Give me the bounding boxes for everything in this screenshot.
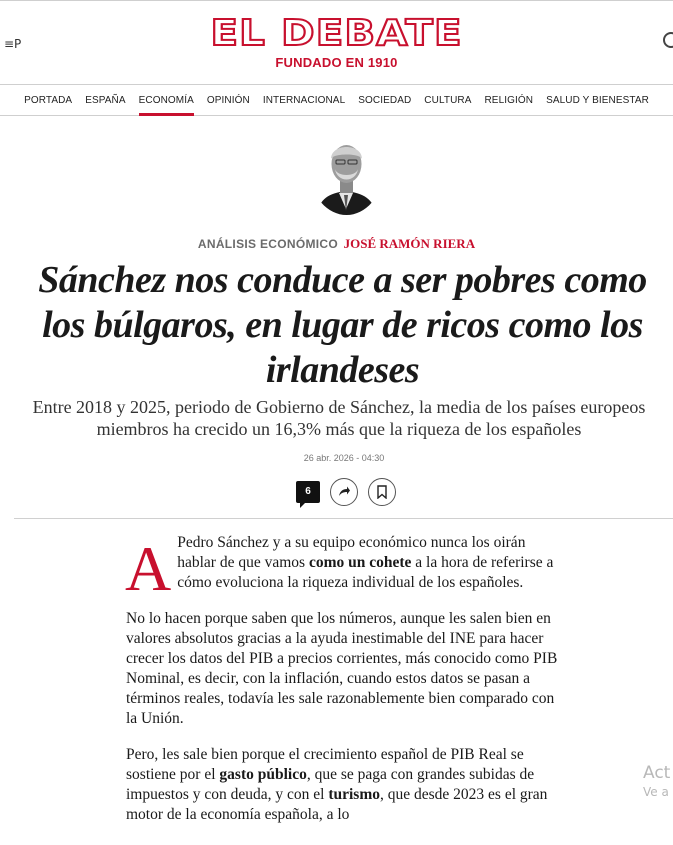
site-header xyxy=(0,0,673,85)
divider xyxy=(14,518,673,519)
search-icon[interactable] xyxy=(663,32,673,48)
activation-watermark: Act Ve a xyxy=(643,763,671,799)
brand-tagline: FUNDADO EN 1910 xyxy=(275,55,398,70)
paragraph-2: No lo hacen porque saben que los números, aunque les salen bien en valores absolutos gracias a la ayuda inestimable del INE para hacer crecer los datos del PIB a precios corrientes, más conocido como PIB Nominal, es decir, con la inflación, cuando estos datos se pasan a términos reales, todavía les sale razonablemente bien comparado con la Unión. xyxy=(126,610,558,727)
article-kicker xyxy=(0,236,673,252)
nav-item-religion[interactable]: RELIGIÓN xyxy=(484,95,534,106)
section-label[interactable]: ANÁLISIS ECONÓMICO xyxy=(197,237,338,251)
paragraph-1: A Pedro Sánchez y a su equipo económico nunca los oirán hablar de que vamos como un cohete a la hora de referirse a cómo evoluciona la riqueza individual de los españoles. xyxy=(125,533,554,604)
nav-item-salud[interactable]: SALUD Y BIENESTAR xyxy=(546,95,649,106)
nav-item-cultura[interactable]: CULTURA xyxy=(424,95,472,106)
nav-item-opinion[interactable]: OPINIÓN xyxy=(206,95,250,106)
nav-item-espana[interactable]: ESPAÑA xyxy=(85,95,126,106)
article-body xyxy=(126,533,566,841)
comment-icon[interactable] xyxy=(296,481,320,503)
publish-date: 26 abr. 2026 - 04:30 xyxy=(303,453,385,463)
brand-name: EL DEBATE xyxy=(210,13,463,54)
site-logo[interactable] xyxy=(0,15,673,70)
nav-item-portada[interactable]: PORTADA xyxy=(24,95,73,106)
nav-item-economia[interactable]: ECONOMÍA xyxy=(139,95,194,115)
author-avatar[interactable] xyxy=(311,131,382,215)
share-icon xyxy=(337,485,351,499)
bookmark-icon xyxy=(376,485,388,499)
drop-cap: A xyxy=(125,533,172,604)
nav-item-internacional[interactable]: INTERNACIONAL xyxy=(262,95,346,106)
comment-count: 6 xyxy=(305,486,311,497)
nav-item-sociedad[interactable]: SOCIEDAD xyxy=(358,95,412,106)
share-button[interactable] xyxy=(330,478,358,506)
article-actions xyxy=(296,478,396,506)
article-headline: Sánchez nos conduce a ser pobres como los búlgaros, en lugar de ricos como los irlandeses xyxy=(38,259,647,391)
main-nav xyxy=(0,86,673,116)
menu-icon[interactable]: ≡P xyxy=(4,37,22,51)
paragraph-3: Pero, les sale bien porque el crecimiento español de PIB Real se sostiene por el gasto público, que se paga con grandes subidas de impuestos y con deuda, y con el turismo, que desde 2023 es el gran motor de la economía española, a lo xyxy=(126,746,548,823)
author-name[interactable]: JOSÉ RAMÓN RIERA xyxy=(343,236,476,251)
highlight-text: como un cohete xyxy=(308,554,412,571)
bookmark-button[interactable] xyxy=(368,478,396,506)
article-subtitle: Entre 2018 y 2025, periodo de Gobierno de Sánchez, la media de los países europeos miembros ha crecido un 16,3% más que la riqueza de los españoles xyxy=(32,397,646,439)
